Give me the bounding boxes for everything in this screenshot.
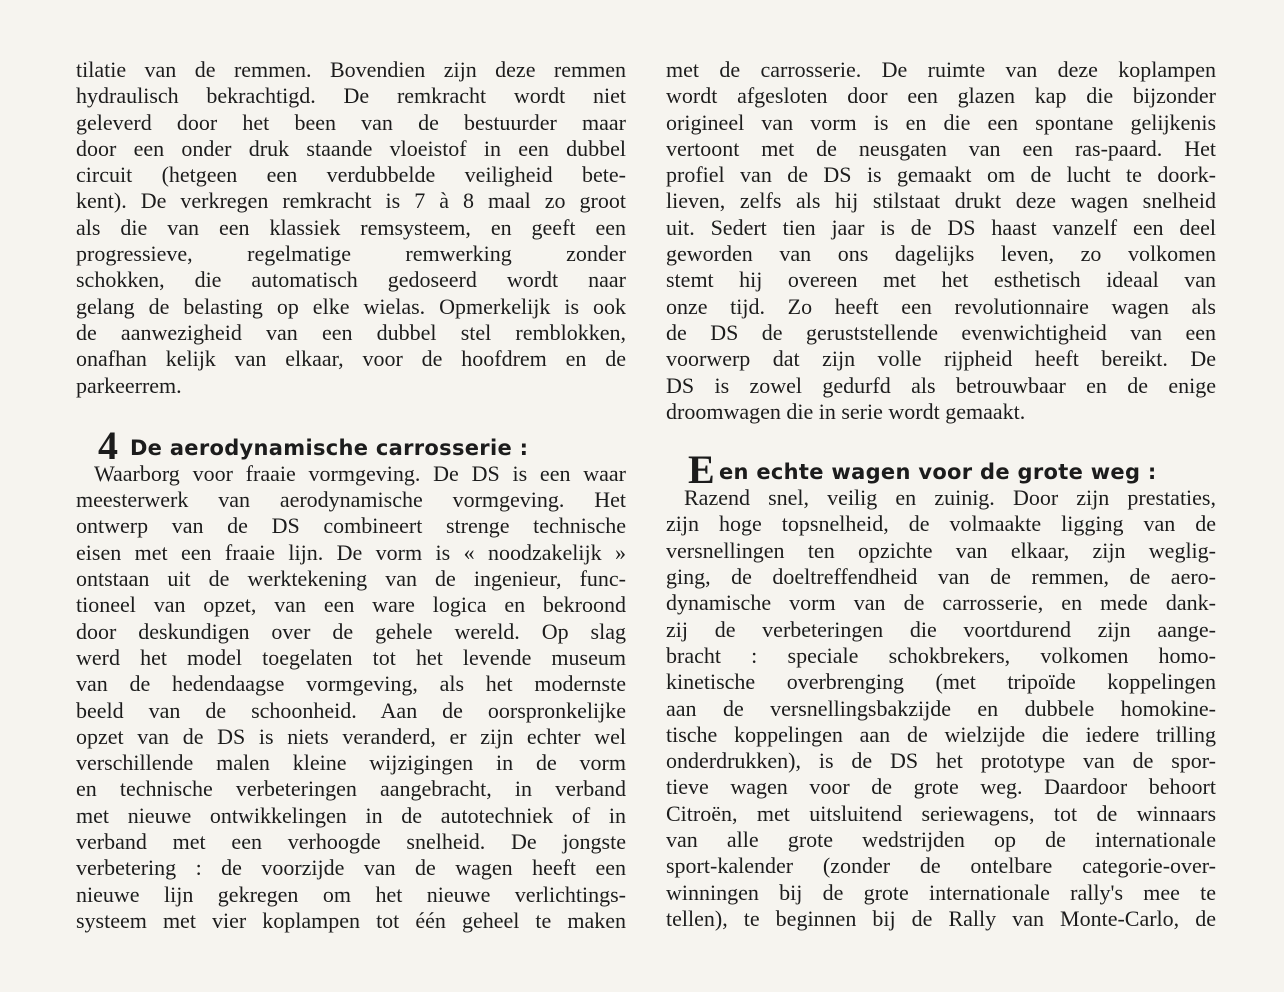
grote-weg-paragraph bbox=[666, 485, 1216, 932]
koplampen-paragraph bbox=[666, 57, 1216, 425]
text-line: geleverd door het been van de bestuurder maar bbox=[76, 109, 626, 135]
text-line: aan de versnellingsbakzijde en dubbele homokine- bbox=[666, 695, 1216, 721]
text-line: eisen met een fraaie lijn. De vorm is « noodzakelijk » bbox=[76, 539, 626, 565]
text-line: tellen), te beginnen bij de Rally van Monte-Carlo, de bbox=[666, 905, 1216, 931]
text-line: tische koppelingen aan de wielzijde die iedere trilling bbox=[666, 721, 1216, 747]
text-line: Waarborg voor fraaie vormgeving. De DS is een waar bbox=[94, 460, 626, 486]
text-line: kinetische overbrenging (met tripoïde koppelingen bbox=[666, 669, 1216, 695]
paragraph-gap bbox=[76, 399, 626, 431]
left-column bbox=[76, 57, 626, 934]
right-column bbox=[666, 57, 1216, 932]
text-line: hydraulisch bekrachtigd. De remkracht wordt niet bbox=[76, 83, 626, 109]
text-line: geworden van ons dagelijks leven, zo volkomen bbox=[666, 241, 1216, 267]
text-line: ontwerp van de DS combineert strenge technische bbox=[76, 513, 626, 539]
text-line: Razend snel, veilig en zuinig. Door zijn prestaties, bbox=[684, 485, 1216, 511]
text-line: uit. Sedert tien jaar is de DS haast vanzelf een deel bbox=[666, 214, 1216, 240]
text-line: DS is zowel gedurfd als betrouwbaar en de enige bbox=[666, 372, 1216, 398]
drop-initial: E bbox=[688, 447, 715, 493]
text-line: stemt hij overeen met het esthetisch ideaal van bbox=[666, 267, 1216, 293]
text-line: door deskundigen over de gehele wereld. Op slag bbox=[76, 618, 626, 644]
text-line: parkeerrem. bbox=[76, 372, 182, 398]
text-line: Citroën, met uitsluitend seriewagens, tot de winnaars bbox=[666, 800, 1216, 826]
text-line: origineel van vorm is en die een spontane gelijkenis bbox=[666, 109, 1216, 135]
text-line: bracht : speciale schokbrekers, volkomen homo- bbox=[666, 642, 1216, 668]
text-line: systeem met vier koplampen tot één geheel te maken bbox=[76, 907, 626, 933]
text-line: voorwerp dat zijn volle rijpheid heeft bereikt. De bbox=[666, 346, 1216, 372]
text-line: profiel van de DS is gemaakt om de lucht te doork- bbox=[666, 162, 1216, 188]
text-line: opzet van de DS is niets veranderd, er zijn echter wel bbox=[76, 723, 626, 749]
text-line: gelang de belasting op elke wielas. Opmerkelijk is ook bbox=[76, 293, 626, 319]
text-line: nieuwe lijn gekregen om het nieuwe verlichtings- bbox=[76, 881, 626, 907]
text-line: de aanwezigheid van een dubbel stel remblokken, bbox=[76, 319, 626, 345]
section-heading bbox=[666, 447, 1216, 493]
text-line: winningen bij de grote internationale rally's mee te bbox=[666, 879, 1216, 905]
text-line: verschillende malen kleine wijzigingen in de vorm bbox=[76, 750, 626, 776]
text-line: dynamische vorm van de carrosserie, en mede dank- bbox=[666, 590, 1216, 616]
text-line: zij de verbeteringen die voortdurend zijn aange- bbox=[666, 616, 1216, 642]
text-line: werd het model toegelaten tot het levende museum bbox=[76, 644, 626, 670]
paragraph-gap bbox=[666, 425, 1216, 455]
text-line: sport-kalender (zonder de ontelbare categorie-over- bbox=[666, 853, 1216, 879]
text-line: progressieve, regelmatige remwerking zonder bbox=[76, 241, 626, 267]
text-line: wordt afgesloten door een glazen kap die bijzonder bbox=[666, 83, 1216, 109]
text-line: tilatie van de remmen. Bovendien zijn deze remmen bbox=[76, 57, 626, 82]
text-line: verbetering : de voorzijde van de wagen heeft een bbox=[76, 855, 626, 881]
brakes-paragraph bbox=[76, 57, 626, 399]
text-line: vertoont met de neusgaten van een ras-paard. Het bbox=[666, 135, 1216, 161]
text-line: ontstaan uit de werktekening van de ingenieur, func- bbox=[76, 566, 626, 592]
text-line: onderdrukken), is de DS het prototype van de spor- bbox=[666, 748, 1216, 774]
text-line: tioneel van opzet, van een ware logica en bekroond bbox=[76, 592, 626, 618]
text-line: ging, de doeltreffendheid van de remmen, de aero- bbox=[666, 564, 1216, 590]
section-title: De aerodynamische carrosserie : bbox=[129, 435, 529, 460]
text-line: met de carrosserie. De ruimte van deze koplampen bbox=[666, 57, 1216, 82]
text-line: verband met een verhoogde snelheid. De jongste bbox=[76, 829, 626, 855]
text-line: beeld van de schoonheid. Aan de oorspronkelijke bbox=[76, 697, 626, 723]
text-line: met nieuwe ontwikkelingen in de autotechniek of in bbox=[76, 802, 626, 828]
text-line: versnellingen ten opzichte van elkaar, zijn weglig- bbox=[666, 537, 1216, 563]
section-heading bbox=[76, 422, 626, 468]
text-line: meesterwerk van aerodynamische vormgeving. Het bbox=[76, 487, 626, 513]
text-line: onze tijd. Zo heeft een revolutionnaire wagen als bbox=[666, 293, 1216, 319]
text-line: tieve wagen voor de grote weg. Daardoor behoort bbox=[666, 774, 1216, 800]
section-number: 4 bbox=[98, 422, 119, 468]
text-line: de DS de geruststellende evenwichtigheid van een bbox=[666, 319, 1216, 345]
text-line: zijn hoge topsnelheid, de volmaakte ligging van de bbox=[666, 511, 1216, 537]
section-title: en echte wagen voor de grote weg : bbox=[718, 460, 1157, 485]
text-line: lieven, zelfs als hij stilstaat drukt deze wagen snelheid bbox=[666, 188, 1216, 214]
text-line: schokken, die automatisch gedoseerd wordt naar bbox=[76, 267, 626, 293]
text-line: van alle grote wedstrijden op de internationale bbox=[666, 827, 1216, 853]
text-line: circuit (hetgeen een verdubbelde veiligheid bete- bbox=[76, 162, 626, 188]
text-line: kent). De verkregen remkracht is 7 à 8 maal zo groot bbox=[76, 188, 626, 214]
text-line: als die van een klassiek remsysteem, en geeft een bbox=[76, 214, 626, 240]
text-line: onafhan kelijk van elkaar, voor de hoofdrem en de bbox=[76, 346, 626, 372]
carrosserie-paragraph bbox=[76, 461, 626, 934]
text-line: en technische verbeteringen aangebracht, in verband bbox=[76, 776, 626, 802]
text-line: droomwagen die in serie wordt gemaakt. bbox=[666, 398, 1026, 424]
text-line: door een onder druk staande vloeistof in een dubbel bbox=[76, 135, 626, 161]
text-line: van de hedendaagse vormgeving, als het modernste bbox=[76, 671, 626, 697]
